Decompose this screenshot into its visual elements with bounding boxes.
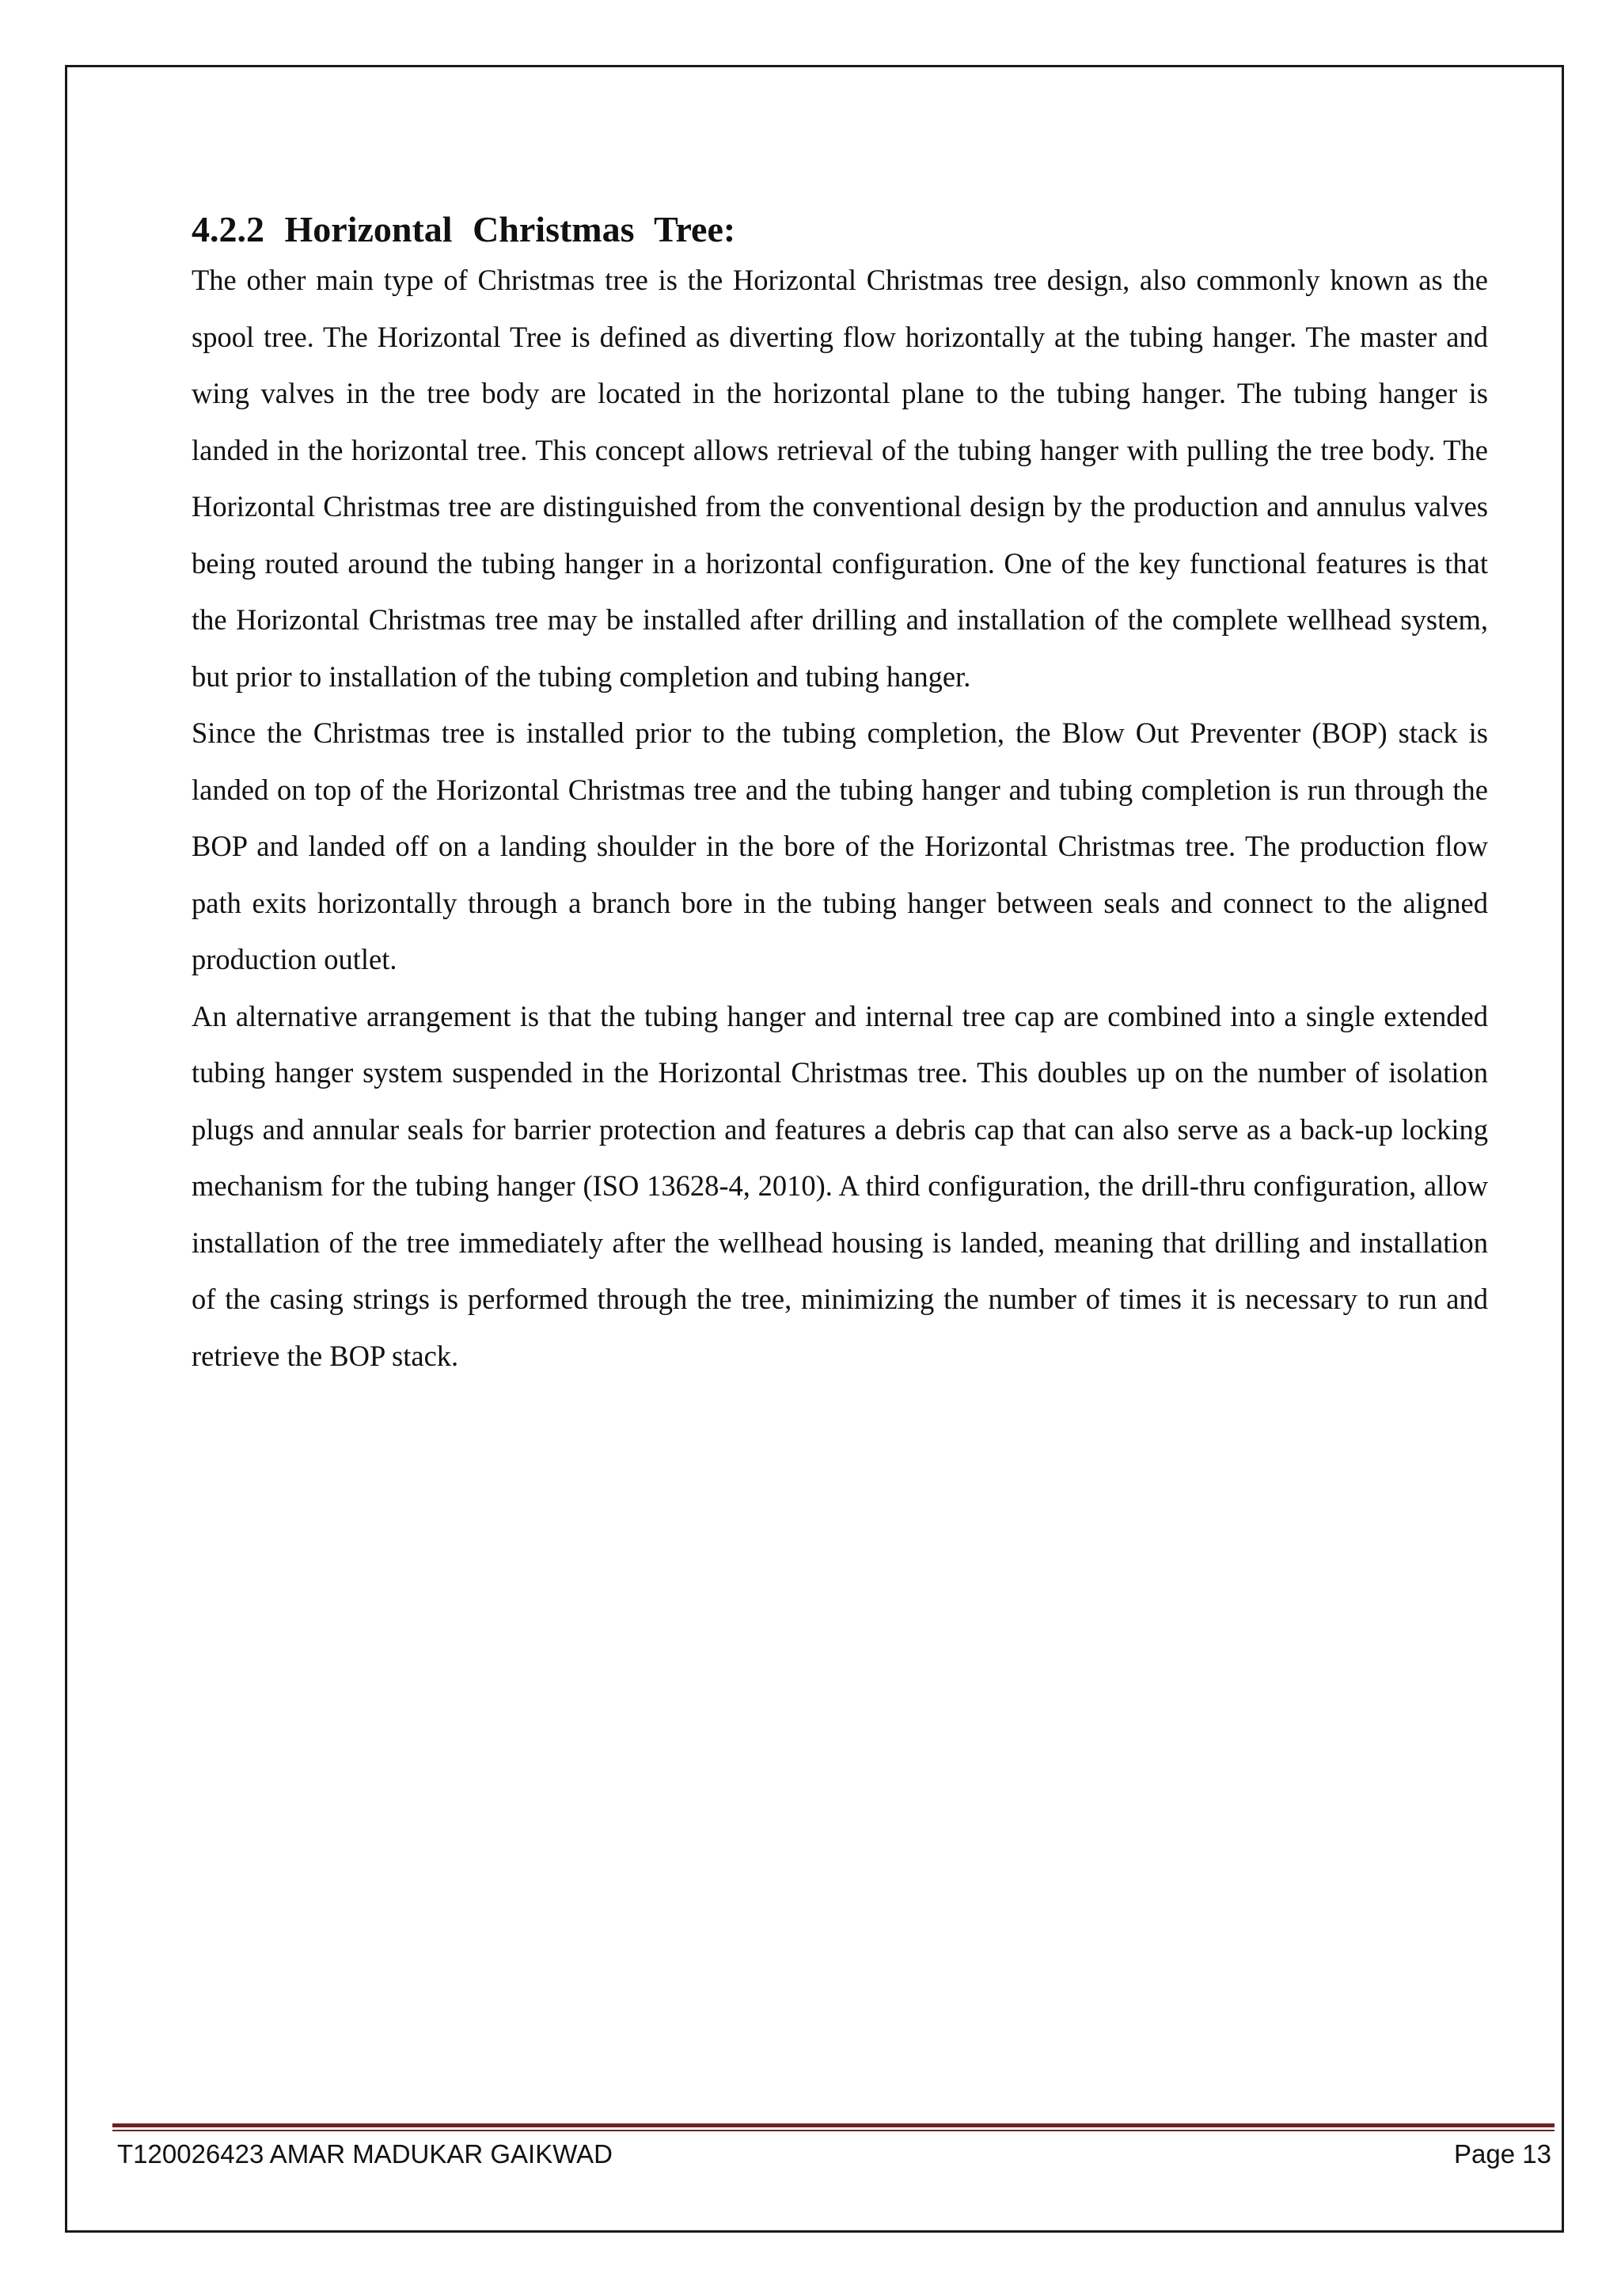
- footer-rule-thin: [112, 2130, 1555, 2131]
- document-body: [192, 207, 1488, 1384]
- footer-page-number: Page 13: [1454, 2139, 1551, 2169]
- footer-rule-thick: [112, 2123, 1555, 2127]
- section-heading: 4.2.2 Horizontal Christmas Tree:: [192, 209, 736, 249]
- paragraph-1: The other main type of Christmas tree is the Horizontal Christmas tree design, also commonly known as the spool tree. The Horizontal Tree is defined as diverting flow horizontally at the tubing hanger. The master and wing valves in the tree body are located in the horizontal plane to the tubing hanger. The tubing hanger is landed in the horizontal tree. This concept allows retrieval of the tubing hanger with pulling the tree body. The Horizontal Christmas tree are distinguished from the conventional design by the production and annulus valves being routed around the tubing hanger in a horizontal configuration. One of the key functional features is that the Horizontal Christmas tree may be installed after drilling and installation of the complete wellhead system, but prior to installation of the tubing completion and tubing hanger.: [192, 264, 1488, 693]
- footer-author: T120026423 AMAR MADUKAR GAIKWAD: [117, 2139, 613, 2169]
- paragraph-2: Since the Christmas tree is installed prior to the tubing completion, the Blow Out Preventer (BOP) stack is landed on top of the Horizontal Christmas tree and the tubing hanger and tubing completion is run through the BOP and landed off on a landing shoulder in the bore of the Horizontal Christmas tree. The production flow path exits horizontally through a branch bore in the tubing hanger between seals and connect to the aligned production outlet.: [192, 717, 1488, 975]
- paragraph-3: An alternative arrangement is that the tubing hanger and internal tree cap are combined into a single extended tubing hanger system suspended in the Horizontal Christmas tree. This doubles up on the number of isolation plugs and annular seals for barrier protection and features a debris cap that can also serve as a back-up locking mechanism for the tubing hanger (ISO 13628-4, 2010). A third configuration, the drill-thru configuration, allow installation of the tree immediately after the wellhead housing is landed, meaning that drilling and installation of the casing strings is performed through the tree, minimizing the number of times it is necessary to run and retrieve the BOP stack.: [192, 999, 1488, 1372]
